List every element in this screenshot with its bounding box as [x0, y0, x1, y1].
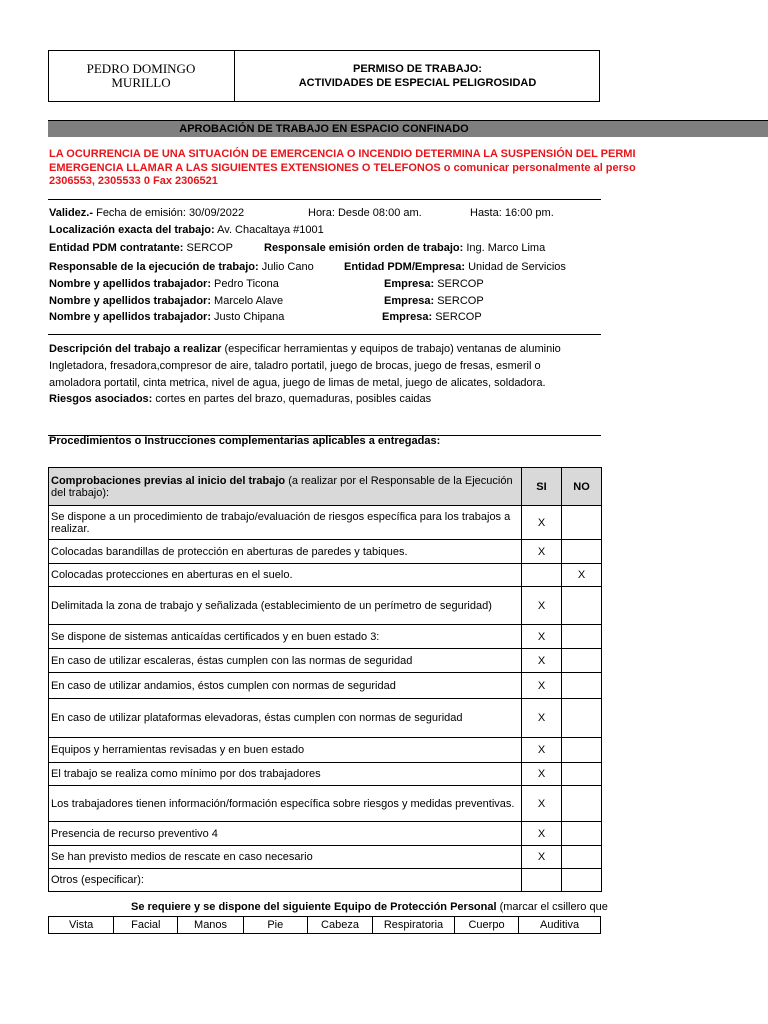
entidad-empresa-row	[344, 261, 566, 274]
checklist-si-cell[interactable]	[522, 869, 562, 892]
checklist-header	[49, 468, 522, 506]
ppe-intro-note: (marcar el csillero que	[499, 901, 608, 913]
checklist-no-cell[interactable]	[562, 649, 602, 673]
description-line-3: amoladora portatil, cinta metrica, nivel de agua, juego de limas de metal, juego de alicates, soldadora.	[49, 377, 546, 389]
checklist-row	[49, 786, 602, 822]
checklist-no-cell[interactable]	[562, 673, 602, 699]
worker-empresa-label: Empresa:	[382, 311, 433, 323]
checklist-row	[49, 673, 602, 699]
warning-line-2: EMERGENCIA LLAMAR A LAS SIGUIENTES EXTENSIONES O TELEFONOS o comunicar personalmente al perso	[49, 162, 636, 174]
resp-emision-row	[264, 242, 545, 255]
document-title-line2: ACTIVIDADES DE ESPECIAL PELIGROSIDAD	[298, 77, 537, 89]
checklist-no-cell[interactable]	[562, 869, 602, 892]
ppe-cuerpo[interactable]: Cuerpo	[454, 917, 518, 934]
checklist-item: Los trabajadores tienen información/formación específica sobre riesgos y medidas preventivas.	[49, 786, 522, 822]
checklist-header-note: (a realizar por el Responsable de la Ejecución del trabajo):	[51, 474, 513, 499]
worker-empresa	[384, 295, 484, 308]
entidad-value: SERCOP	[186, 242, 233, 254]
validez-row	[49, 207, 244, 220]
checklist-item: Presencia de recurso preventivo 4	[49, 822, 522, 846]
checklist-row	[49, 564, 602, 587]
worker-empresa	[384, 278, 484, 291]
checklist-no-cell[interactable]	[562, 846, 602, 869]
worker-name: Marcelo Alave	[214, 295, 284, 307]
entidad-label: Entidad PDM contratante:	[49, 242, 184, 254]
checklist-item: Otros (especificar):	[49, 869, 522, 892]
localizacion-row	[49, 224, 324, 237]
divider	[48, 199, 601, 200]
checklist-no-cell[interactable]: X	[562, 564, 602, 587]
resp-emision-value: Ing. Marco Lima	[466, 242, 546, 254]
riesgos-value: cortes en partes del brazo, quemaduras, posibles caidas	[155, 393, 432, 405]
checklist-no-cell[interactable]	[562, 763, 602, 786]
worker-empresa-label: Empresa:	[384, 278, 435, 290]
col-si-header: SI	[522, 468, 562, 506]
worker-label: Nombre y apellidos trabajador:	[49, 311, 211, 323]
ppe-pie[interactable]: Pie	[243, 917, 307, 934]
ppe-manos[interactable]: Manos	[178, 917, 243, 934]
checklist-item: Se dispone a un procedimiento de trabajo/evaluación de riesgos específica para los trabajos a realizar.	[49, 506, 522, 540]
description-intro: (especificar herramientas y equipos de trabajo) ventanas de aluminio	[224, 343, 561, 355]
checklist-si-cell[interactable]	[522, 564, 562, 587]
checklist-si-cell[interactable]: X	[522, 846, 562, 869]
ppe-table	[48, 916, 601, 934]
localizacion-value: Av. Chacaltaya #1001	[217, 224, 324, 236]
ppe-cabeza[interactable]: Cabeza	[307, 917, 372, 934]
checklist-row	[49, 869, 602, 892]
resp-ejecucion-row	[49, 261, 314, 274]
company-name-line2: MURILLO	[111, 75, 171, 90]
company-name	[48, 50, 235, 102]
ppe-intro	[131, 901, 608, 914]
checklist-item: En caso de utilizar escaleras, éstas cumplen con las normas de seguridad	[49, 649, 522, 673]
worker-label: Nombre y apellidos trabajador:	[49, 295, 211, 307]
warning-line-3: 2306553, 2305533 0 Fax 2306521	[49, 175, 218, 187]
checklist-table	[48, 467, 602, 892]
checklist-no-cell[interactable]	[562, 625, 602, 649]
checklist-header-row	[49, 468, 602, 506]
worker-empresa-value: SERCOP	[437, 295, 484, 307]
riesgos-row	[49, 393, 431, 406]
ppe-auditiva[interactable]: Auditiva	[519, 917, 601, 934]
col-no-header: NO	[562, 468, 602, 506]
checklist-no-cell[interactable]	[562, 540, 602, 564]
checklist-row	[49, 763, 602, 786]
worker-row	[49, 311, 284, 324]
checklist-si-cell[interactable]: X	[522, 506, 562, 540]
checklist-row	[49, 587, 602, 625]
worker-empresa-value: SERCOP	[437, 278, 484, 290]
section-title-band	[48, 120, 768, 137]
checklist-row	[49, 699, 602, 738]
checklist-item: Equipos y herramientas revisadas y en buen estado	[49, 738, 522, 763]
worker-row	[49, 278, 279, 291]
checklist-si-cell[interactable]: X	[522, 822, 562, 846]
warning-line-1: LA OCURRENCIA DE UNA SITUACIÓN DE EMERCENCIA O INCENDIO DETERMINA LA SUSPENSIÓN DEL PERMI	[49, 148, 636, 160]
worker-empresa	[382, 311, 482, 324]
worker-label: Nombre y apellidos trabajador:	[49, 278, 211, 290]
checklist-row	[49, 540, 602, 564]
ppe-facial[interactable]: Facial	[114, 917, 178, 934]
entidad-row	[49, 242, 233, 255]
divider	[48, 334, 601, 335]
checklist-no-cell[interactable]	[562, 822, 602, 846]
entidad-empresa-value: Unidad de Servicios	[468, 261, 566, 273]
checklist-si-cell[interactable]: X	[522, 763, 562, 786]
procedures-label: Procedimientos o Instrucciones complementarias aplicables a entregadas:	[49, 435, 441, 447]
checklist-row	[49, 506, 602, 540]
checklist-item: Colocadas barandillas de protección en aberturas de paredes y tabiques.	[49, 540, 522, 564]
checklist-si-cell[interactable]: X	[522, 540, 562, 564]
checklist-row	[49, 822, 602, 846]
checklist-row	[49, 649, 602, 673]
riesgos-label: Riesgos asociados:	[49, 393, 153, 405]
resp-ejecucion-value: Julio Cano	[261, 261, 314, 273]
checklist-no-cell[interactable]	[562, 786, 602, 822]
section-title: APROBACIÓN DE TRABAJO EN ESPACIO CONFINADO	[179, 123, 469, 135]
document-title-line1: PERMISO DE TRABAJO:	[353, 63, 482, 75]
ppe-respiratoria[interactable]: Respiratoria	[373, 917, 455, 934]
checklist-item: En caso de utilizar andamios, éstos cumplen con normas de seguridad	[49, 673, 522, 699]
document-title	[235, 50, 600, 102]
ppe-vista[interactable]: Vista	[49, 917, 114, 934]
checklist-no-cell[interactable]	[562, 587, 602, 625]
fecha-emision: Fecha de emisión: 30/09/2022	[96, 207, 245, 219]
description-label: Descripción del trabajo a realizar	[49, 343, 222, 355]
checklist-item: Se han previsto medios de rescate en caso necesario	[49, 846, 522, 869]
checklist-si-cell[interactable]: X	[522, 625, 562, 649]
description-line-1	[49, 343, 561, 356]
worker-name: Pedro Ticona	[214, 278, 279, 290]
validez-label: Validez.-	[49, 207, 94, 219]
entidad-empresa-label: Entidad PDM/Empresa:	[344, 261, 466, 273]
checklist-item: Colocadas protecciones en aberturas en el suelo.	[49, 564, 522, 587]
checklist-item: En caso de utilizar plataformas elevadoras, éstas cumplen con normas de seguridad	[49, 699, 522, 738]
checklist-si-cell[interactable]: X	[522, 649, 562, 673]
worker-empresa-label: Empresa:	[384, 295, 435, 307]
checklist-item: El trabajo se realiza como mínimo por dos trabajadores	[49, 763, 522, 786]
checklist-item: Delimitada la zona de trabajo y señalizada (establecimiento de un perímetro de seguridad)	[49, 587, 522, 625]
resp-ejecucion-label: Responsable de la ejecución de trabajo:	[49, 261, 259, 273]
checklist-si-cell[interactable]: X	[522, 673, 562, 699]
checklist-no-cell[interactable]	[562, 506, 602, 540]
checklist-row	[49, 625, 602, 649]
hora-desde: Hora: Desde 08:00 am.	[308, 207, 422, 219]
checklist-no-cell[interactable]	[562, 738, 602, 763]
checklist-si-cell[interactable]: X	[522, 786, 562, 822]
checklist-row	[49, 846, 602, 869]
worker-name: Justo Chipana	[214, 311, 285, 323]
checklist-si-cell[interactable]: X	[522, 738, 562, 763]
worker-empresa-value: SERCOP	[435, 311, 482, 323]
company-name-line1: PEDRO DOMINGO	[86, 61, 196, 76]
checklist-header-bold: Comprobaciones previas al inicio del trabajo	[51, 474, 286, 487]
checklist-si-cell[interactable]: X	[522, 587, 562, 625]
hora-hasta: Hasta: 16:00 pm.	[470, 207, 554, 219]
description-line-2: Ingletadora, fresadora,compresor de aire, taladro portatil, juego de brocas, juego de fresas, esmeril o	[49, 360, 541, 372]
worker-row	[49, 295, 283, 308]
ppe-intro-bold: Se requiere y se dispone del siguiente Equipo de Protección Personal	[131, 901, 497, 913]
ppe-row	[49, 917, 601, 934]
checklist-no-cell[interactable]	[562, 699, 602, 738]
resp-emision-label: Responsale emisión orden de trabajo:	[264, 242, 464, 254]
checklist-row	[49, 738, 602, 763]
localizacion-label: Localización exacta del trabajo:	[49, 224, 215, 236]
checklist-si-cell[interactable]: X	[522, 699, 562, 738]
checklist-item: Se dispone de sistemas anticaídas certificados y en buen estado 3:	[49, 625, 522, 649]
